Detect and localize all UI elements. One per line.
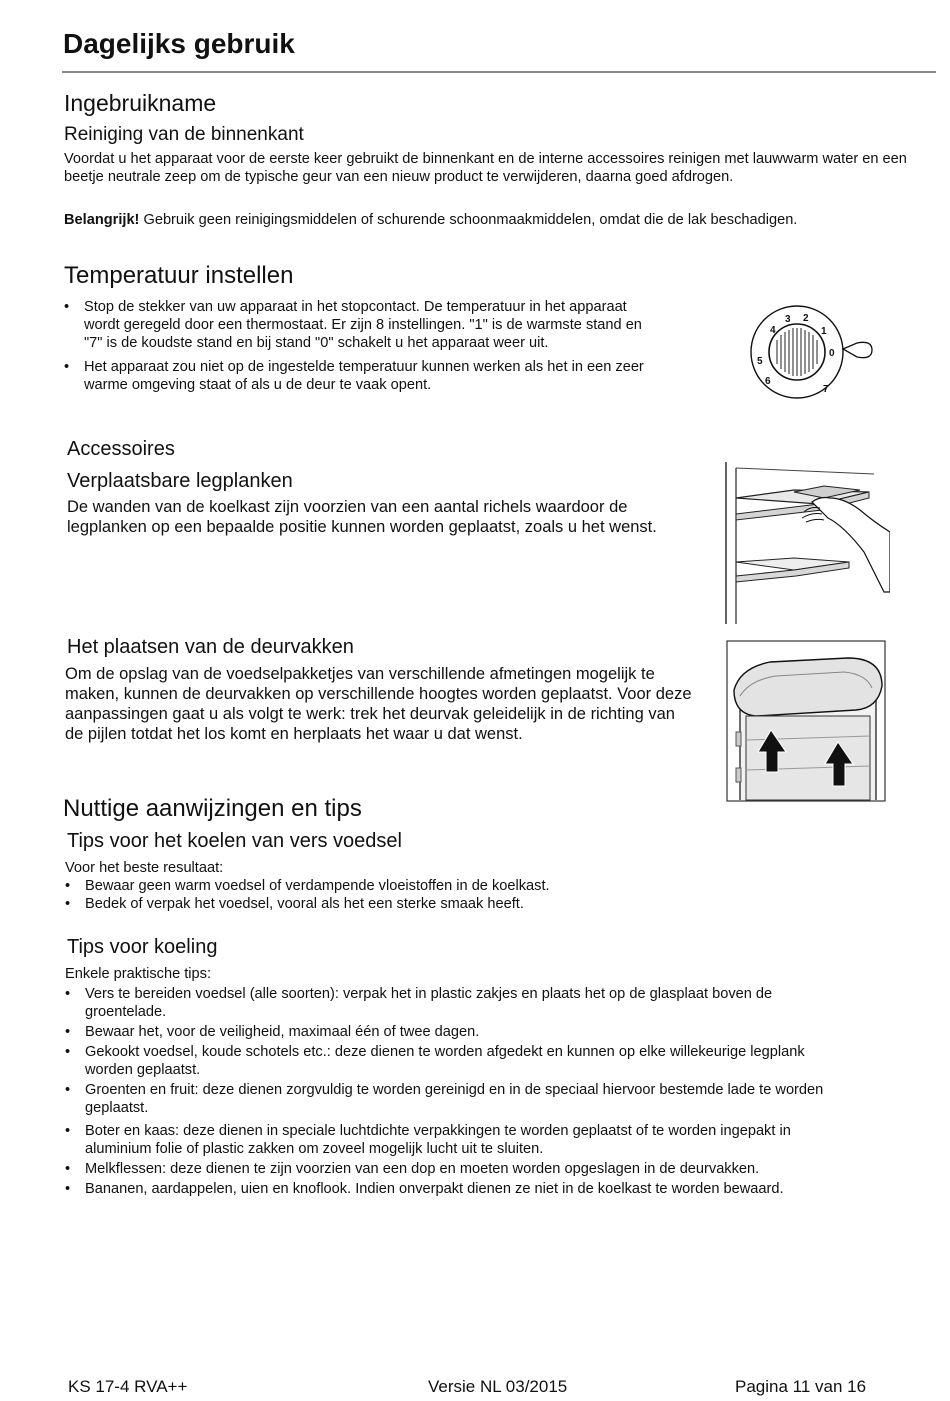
subheading-vers-voedsel: Tips voor het koelen van vers voedsel: [67, 830, 402, 852]
list-item: • Stop de stekker van uw apparaat in het stopcontact. De temperatuur in het apparaat wordt geregeld door een thermostaat. Er zijn 8 instellingen. "1" is de warmste stand en "7" is de koudste stand en bij stand "0" schakelt u het apparaat weer uit.: [64, 298, 654, 352]
list-item: • Het apparaat zou niet op de ingestelde temperatuur kunnen werken als het in een zeer warme omgeving staat of als u de deur te vaak opent.: [64, 358, 654, 394]
footer-version: Versie NL 03/2015: [428, 1377, 568, 1396]
intro-vers-voedsel: Voor het beste resultaat:: [65, 860, 224, 876]
intro-koeling: Enkele praktische tips:: [65, 966, 212, 982]
list-item: • Bewaar het, voor de veiligheid, maximaal één of twee dagen.: [65, 1023, 830, 1041]
cooling-tips-list-continued: [65, 1160, 925, 1178]
list-item: • Bananen, aardappelen, uien en knoflook. Indien onverpakt dienen ze niet in de koelkast te worden bewaard.: [65, 1180, 830, 1198]
section-heading-tips: Nuttige aanwijzingen en tips: [63, 795, 362, 822]
subheading-deurvakken: Het plaatsen van de deurvakken: [67, 636, 354, 658]
list-item: • Vers te bereiden voedsel (alle soorten): verpak het in plastic zakjes en plaats het op de glasplaat boven de groentelade.: [65, 985, 830, 1021]
dial-label: 0: [829, 348, 835, 359]
subheading-koeling: Tips voor koeling: [67, 936, 218, 958]
list-item: • Melkflessen: deze dienen te zijn voorzien van een dop en moeten worden opgeslagen in de deurvakken.: [65, 1160, 925, 1178]
list-item: • Bedek of verpak het voedsel, vooral als het een sterke smaak heeft.: [65, 895, 925, 913]
list-item: • Gekookt voedsel, koude schotels etc.: deze dienen te worden afgedekt en kunnen op elke willekeurige legplank worden geplaatst.: [65, 1043, 830, 1079]
temperature-list: [64, 298, 654, 394]
cooling-tips-list-end: [65, 1180, 830, 1198]
paragraph-legplanken: De wanden van de koelkast zijn voorzien van een aantal richels waardoor de legplanken op een bepaalde positie kunnen worden geplaatst, zoals u het wenst.: [67, 498, 657, 536]
subheading-reiniging: Reiniging van de binnenkant: [64, 124, 304, 145]
dial-label: 1: [821, 326, 827, 337]
header-rule: [62, 71, 936, 73]
dial-label: 5: [757, 356, 763, 367]
section-heading-accessoires: Accessoires: [67, 438, 175, 460]
footer-page-number: Pagina 11 van 16: [735, 1377, 867, 1396]
shelf-illustration: [724, 462, 890, 626]
section-heading-ingebruikname: Ingebruikname: [64, 90, 217, 116]
cooling-tips-list: [65, 985, 830, 1158]
footer-model: KS 17-4 RVA++: [68, 1377, 188, 1396]
important-text: Gebruik geen reinigingsmiddelen of schurende schoonmaakmiddelen, omdat die de lak beschadigen.: [139, 212, 798, 228]
thermostat-dial-illustration: [735, 300, 885, 410]
subheading-legplanken: Verplaatsbare legplanken: [67, 470, 293, 492]
door-shelf-illustration: [726, 640, 886, 802]
dial-label: 7: [823, 384, 829, 395]
paragraph-deurvakken: Om de opslag van de voedselpakketjes van verschillende afmetingen mogelijk te maken, kunnen de deurvakken op verschillende hoogtes worden geplaatst. Voor deze aanpassingen gaat u als volgt te werk: trek het deurvak geleidelijk in de richting van de pijlen totdat het los komt en herplaats het waar u dat wenst.: [65, 665, 692, 743]
dial-label: 3: [785, 314, 791, 325]
paragraph-reiniging: Voordat u het apparaat voor de eerste keer gebruikt de binnenkant en de interne accessoires reinigen met lauwwarm water en een beetje neutrale zeep om de typische geur van een nieuw product te verwijderen, daarna goed afdrogen.: [64, 151, 907, 185]
important-label: Belangrijk!: [64, 212, 140, 228]
dial-label: 2: [803, 313, 809, 324]
dial-label: 6: [765, 376, 771, 387]
important-note: [64, 211, 934, 229]
list-item: • Boter en kaas: deze dienen in speciale luchtdichte verpakkingen te worden geplaatst of te worden ingepakt in aluminium folie of plastic zakken om zoveel mogelijk lucht uit te sluiten.: [65, 1122, 830, 1158]
list-item: • Bewaar geen warm voedsel of verdampende vloeistoffen in de koelkast.: [65, 877, 925, 895]
page-title: Dagelijks gebruik: [63, 28, 295, 59]
list-item: • Groenten en fruit: deze dienen zorgvuldig te worden gereinigd en in de speciaal hiervoor bestemde lade te worden geplaatst.: [65, 1081, 830, 1117]
section-heading-temperatuur: Temperatuur instellen: [64, 262, 294, 289]
fresh-food-list: [65, 877, 925, 913]
dial-label: 4: [770, 325, 776, 336]
